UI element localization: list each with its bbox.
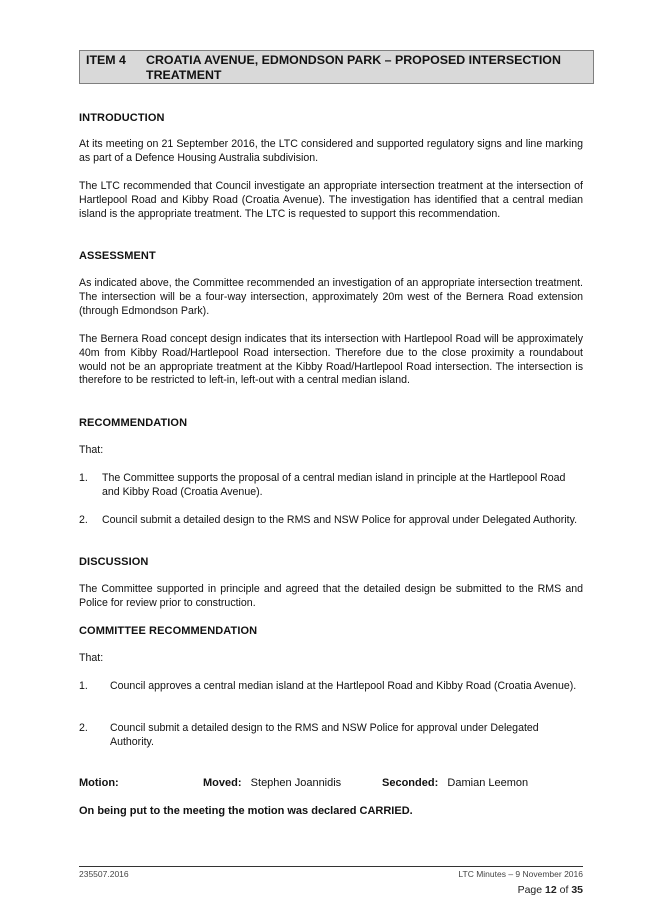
committee-recommendation-heading: COMMITTEE RECOMMENDATION bbox=[79, 625, 258, 637]
page-label: Page bbox=[517, 884, 543, 896]
assessment-paragraph-1: As indicated above, the Committee recommended an investigation of an appropriate intersection treatment. The intersection will be a four-way intersection, approximately 20m west of the Bernera Road extension (through Edmondson Park). bbox=[79, 277, 583, 317]
introduction-paragraph-1: At its meeting on 21 September 2016, the LTC considered and supported regulatory signs and line marking as part of a Defence Housing Australia subdivision. bbox=[79, 138, 583, 164]
item-title-box bbox=[79, 50, 594, 84]
footer-divider bbox=[79, 866, 583, 867]
list-number: 1. bbox=[79, 680, 88, 692]
list-text: Council submit a detailed design to the RMS and NSW Police for approval under Delegated Authority. bbox=[110, 722, 539, 748]
footer-reference: 235507.2016 bbox=[79, 869, 129, 879]
list-text: The Committee supports the proposal of a central median island in principle at the Hartlepool Road and Kibby Road (Croatia Avenue). bbox=[102, 472, 566, 498]
motion-label: Motion: bbox=[79, 777, 119, 789]
introduction-paragraph-2: The LTC recommended that Council investigate an appropriate intersection treatment at the intersection of Hartlepool Road and Kibby Road (Croatia Avenue). The investigation has identified that a central median island is the appropriate treatment. The LTC is requested to support this recommendation. bbox=[79, 180, 583, 220]
recommendation-heading: RECOMMENDATION bbox=[79, 417, 188, 429]
list-text: Council approves a central median island at the Hartlepool Road and Kibby Road (Croatia Avenue). bbox=[110, 680, 577, 692]
item-title: CROATIA AVENUE, EDMONDSON PARK – PROPOSED INTERSECTION TREATMENT bbox=[146, 53, 561, 82]
seconded-by bbox=[382, 777, 528, 789]
list-text: Council submit a detailed design to the RMS and NSW Police for approval under Delegated Authority. bbox=[102, 514, 578, 526]
recommendation-that: That: bbox=[79, 444, 104, 456]
moved-label: Moved: bbox=[203, 777, 242, 789]
carried-statement: On being put to the meeting the motion was declared CARRIED. bbox=[79, 805, 413, 817]
discussion-heading: DISCUSSION bbox=[79, 556, 149, 568]
assessment-heading: ASSESSMENT bbox=[79, 250, 156, 262]
list-number: 2. bbox=[79, 722, 88, 734]
seconded-label: Seconded: bbox=[382, 777, 439, 789]
of-label: of bbox=[559, 884, 569, 896]
total-pages: 35 bbox=[571, 884, 583, 896]
moved-by bbox=[203, 777, 341, 789]
list-number: 2. bbox=[79, 514, 88, 526]
discussion-paragraph: The Committee supported in principle and agreed that the detailed design be submitted to the RMS and Police for review prior to construction. bbox=[79, 583, 583, 609]
current-page: 12 bbox=[545, 884, 557, 896]
page-number bbox=[518, 884, 583, 896]
assessment-paragraph-2: The Bernera Road concept design indicates that its intersection with Hartlepool Road will be approximately 40m from Kibby Road/Hartlepool Road intersection. Therefore due to the close proximity a roundabout would not be an appropriate treatment at the Kibby Road/Hartlepool Road intersection. The intersection is therefore to be restricted to left-in, left-out with a central median island. bbox=[79, 333, 583, 387]
footer-document-title: LTC Minutes – 9 November 2016 bbox=[458, 869, 583, 879]
committee-recommendation-that: That: bbox=[79, 652, 104, 664]
introduction-heading: INTRODUCTION bbox=[79, 112, 165, 124]
list-number: 1. bbox=[79, 472, 88, 484]
item-number: ITEM 4 bbox=[86, 53, 126, 67]
seconded-by-name: Damian Leemon bbox=[447, 777, 529, 789]
moved-by-name: Stephen Joannidis bbox=[250, 777, 342, 789]
